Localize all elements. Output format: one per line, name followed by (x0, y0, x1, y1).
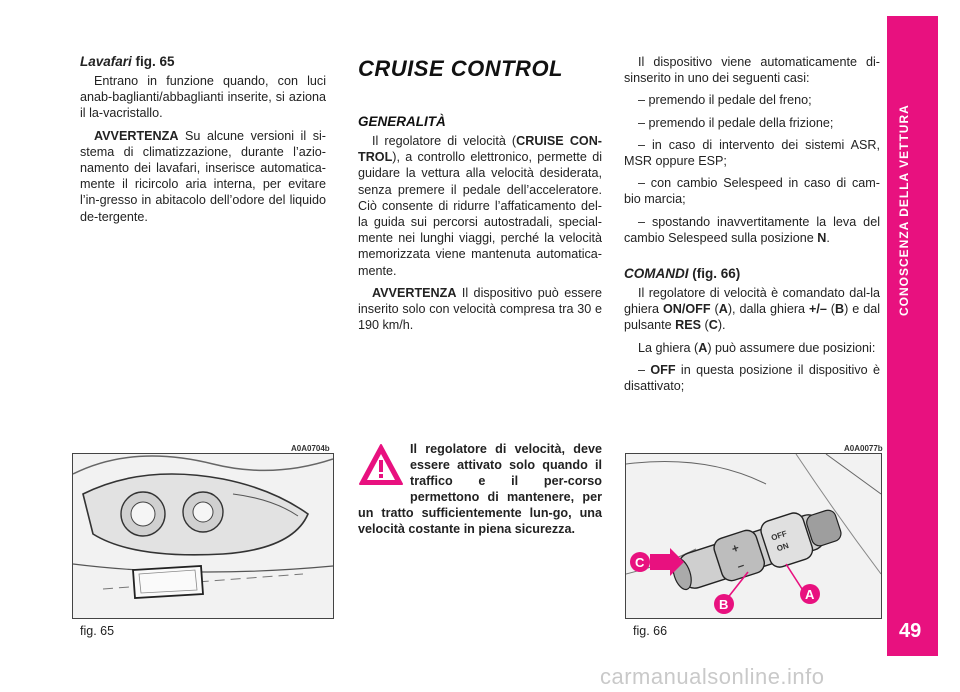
fig66-code: A0A0077b (844, 444, 883, 453)
fig65-headlight-illustration (72, 453, 334, 619)
page-number: 49 (899, 620, 922, 642)
label-c: C (635, 555, 645, 570)
fig66-caption: fig. 66 (633, 624, 668, 638)
disable-intro: Il dispositivo viene automaticamente di-sinserito in uno dei seguenti casi: (624, 55, 880, 86)
fig65-code: A0A0704b (291, 444, 330, 453)
column-1 (80, 54, 326, 231)
stalk-on-label: ON (775, 541, 790, 554)
ring-off-position: – OFF in questa posizione il dispositivo è disattivato; (624, 362, 880, 394)
comandi-heading: COMANDI (fig. 66) (624, 266, 741, 282)
cruise-control-heading: CRUISE CONTROL (358, 56, 563, 81)
disable-item: – con cambio Selespeed in caso di cam-bio marcia; (624, 176, 880, 207)
stalk-minus-label: – (735, 557, 747, 574)
generalita-heading: GENERALITÀ (358, 114, 446, 129)
disable-item: – premendo il pedale del freno; (638, 93, 812, 108)
cruise-warning: AVVERTENZA Il dispositivo può essere inserito solo con velocità compresa tra 30 e 190 km/h. (358, 285, 602, 333)
ring-positions: La ghiera (A) può assumere due posizioni: (638, 340, 876, 355)
generalita-text: Il regolatore di velocità (CRUISE CON-TROL), a controllo elettronico, permette di guidare la vettura alla velocità desiderata, senza premere il pedale dell’acceleratore. Ciò consente di ridurre l’affaticamento del-la guida sui percorsi autostradali, special-mente nei lunghi viaggi, perché la velocità memorizzata viene mantenuta automatica-mente. (358, 134, 602, 278)
column-3 (624, 54, 880, 400)
lavafari-text: Entrano in funzione quando, con luci anab-baglianti/abbaglianti inserite, si aziona il la-vacristallo. (80, 74, 326, 121)
safety-warning: Il regolatore di velocità, deve essere attivato solo quando il traffico e il per-corso permettono di mantenere, per un tratto sufficientemente lun-go, una velocità costante in piena sicurezza. (358, 442, 602, 536)
lavafari-heading: Lavafari fig. 65 (80, 54, 175, 69)
fig66-cruise-stalk-illustration (625, 453, 882, 619)
fig65-caption: fig. 65 (80, 624, 115, 638)
watermark: carmanualsonline.info (600, 664, 825, 689)
stalk-plus-label: + (729, 540, 741, 557)
label-a: A (805, 587, 815, 602)
disable-item: – in caso di intervento dei sistemi ASR, MSR oppure ESP; (624, 137, 880, 169)
disable-item: – premendo il pedale della frizione; (638, 115, 834, 130)
comandi-text: Il regolatore di velocità è comandato dal-la ghiera ON/OFF (A), dalla ghiera +/– (B) e dal pulsante RES (C). (624, 286, 880, 333)
stalk-off-label: OFF (770, 528, 789, 543)
section-title: CONOSCENZA DELLA VETTURA (897, 104, 911, 316)
column-2 (358, 56, 602, 339)
lavafari-warning: AVVERTENZA Su alcune versioni il si-stema di climatizzazione, durante l’azio-namento dei lavafari, inserisce automatica-mente il ricircolo aria interna, per evitare l’in-gresso in abitacolo dell’odore del liquido de-tergente. (80, 128, 326, 224)
disable-item: – spostando inavvertitamente la leva del cambio Selespeed sulla posizione N. (624, 214, 880, 245)
label-b: B (719, 597, 729, 612)
